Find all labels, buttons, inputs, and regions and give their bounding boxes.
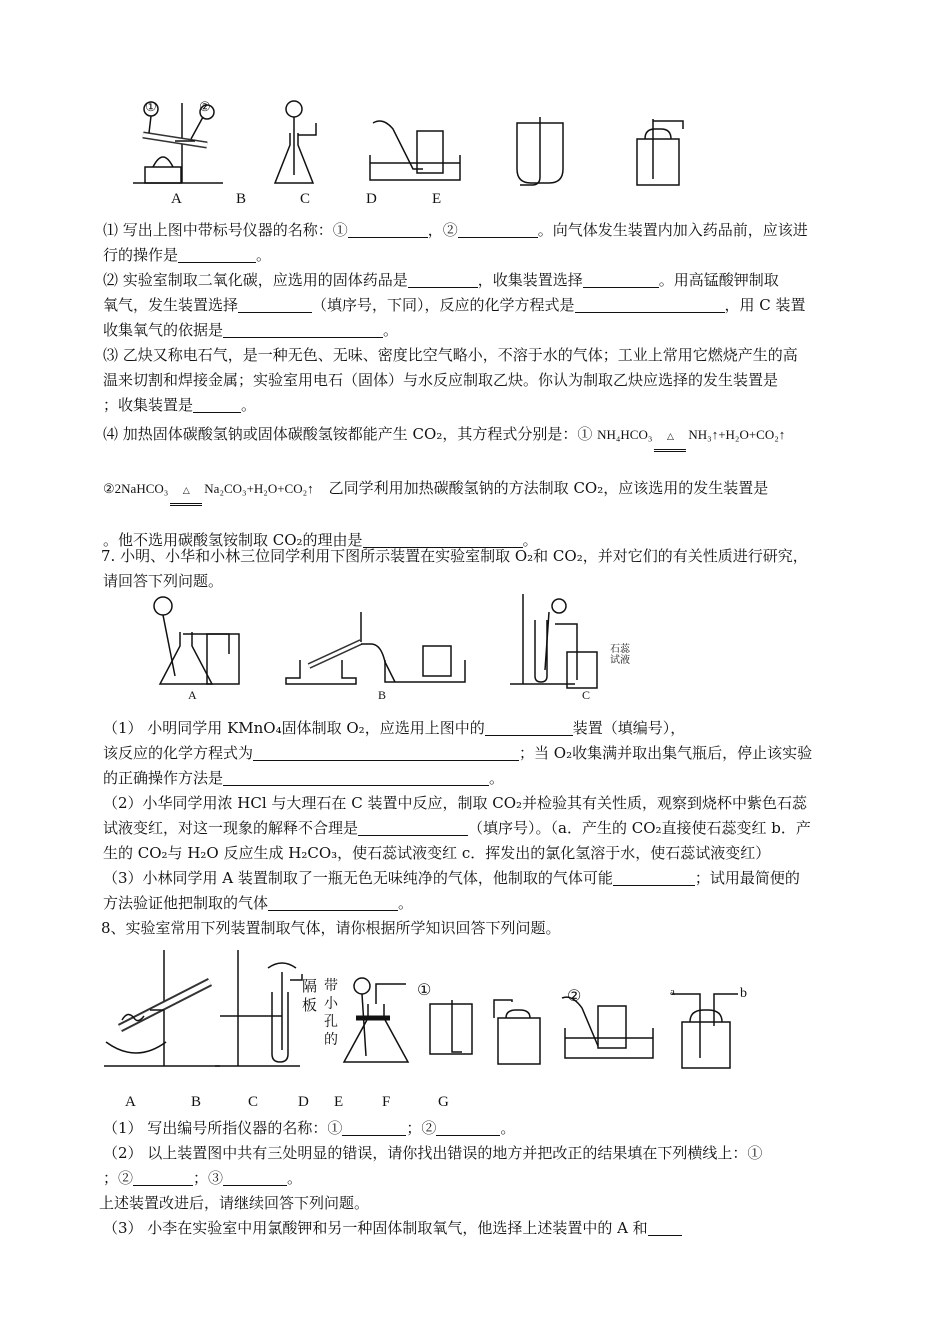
answer-blank[interactable] [193, 396, 241, 413]
q7-line-5: 的正确操作方法是 。 [103, 769, 505, 787]
marker-2: ② [199, 99, 211, 114]
answer-blank[interactable] [238, 296, 312, 313]
answer-blank[interactable] [485, 719, 573, 736]
answer-blank[interactable] [253, 744, 519, 761]
figure-label-a: A [171, 191, 182, 207]
q6-line-9: ⑷ 加热固体碳酸氢钠或固体碳酸氢铵都能产生 CO₂，其方程式分别是：① NH₄HCO₃ △ NH₃↑+H₂O+CO₂↑ [103, 422, 851, 450]
q6-line-11: 。他不选用碳酸氢铵制取 CO₂的理由是 。 [103, 531, 538, 549]
port-b: b [740, 986, 747, 1001]
q7-line-4: 该反应的化学方程式为 ；当 O₂收集满并取出集气瓶后，停止该实验 [103, 744, 813, 762]
answer-blank[interactable] [583, 271, 659, 288]
answer-blank[interactable] [178, 246, 256, 263]
question-8-intro [103, 916, 851, 941]
figure-3-labels [0, 1094, 950, 1114]
question-7-block [103, 716, 851, 916]
q7-line-9: （3）小林同学用 A 装置制取了一瓶无色无味纯净的气体，他制取的气体可能 ；试用最简便的 [103, 869, 800, 887]
figure3-label-f: F [382, 1094, 391, 1110]
answer-blank[interactable] [458, 221, 538, 238]
equation-2-right: Na₂CO₃+H₂O+CO₂↑ [204, 481, 314, 496]
q8-line-3: （2） 以上装置图中共有三处明显的错误，请你找出错误的地方并把改正的结果填在下列横线上：① [103, 1144, 763, 1162]
figure3-label-g: G [438, 1094, 449, 1110]
answer-blank[interactable] [613, 869, 695, 886]
figure-1-markers [0, 99, 950, 119]
q7-line-1: 7. 小明、小华和小林三位同学利用下图所示装置在实验室制取 O₂和 CO₂，并对它们的有关性质进行研究， [101, 547, 808, 565]
question-6-block [103, 218, 851, 553]
figure-label-d: D [366, 191, 377, 207]
equation-2-left: ②2NaHCO₃ [103, 481, 169, 496]
port-a: a [670, 986, 675, 998]
heat-condition: △ [168, 479, 204, 504]
figure-1-labels [0, 191, 950, 211]
marker-2: ② [567, 988, 582, 1005]
q6-line-10: ②2NaHCO₃ △ Na₂CO₃+H₂O+CO₂↑ 乙同学利用加热碳酸氢钠的方法制取 CO₂，应该选用的发生装置是 [103, 476, 851, 504]
answer-blank[interactable] [223, 1169, 287, 1186]
litmus-label: 石蕊试液 [610, 644, 630, 666]
heat-condition: △ [652, 425, 688, 450]
figure3-label-b: B [191, 1094, 202, 1110]
q8-line-2: （1） 写出编号所指仪器的名称：① ；② 。 [103, 1119, 516, 1137]
q8-line-6: （3） 小李在实验室中用氯酸钾和另一种固体制取氧气，他选择上述装置中的 A 和 [103, 1216, 851, 1241]
figure3-label-a: A [125, 1094, 136, 1110]
figure-label-e: E [432, 191, 442, 207]
q7-line-3: （1） 小明同学用 KMnO₄固体制取 O₂，应选用上图中的 装置（填编号）， [103, 719, 686, 737]
question-8-block [99, 1116, 851, 1241]
small-hole-label: 带小孔的 [324, 979, 338, 1048]
figure3-label-d: D [298, 1094, 309, 1110]
answer-blank[interactable] [436, 1119, 500, 1136]
answer-blank[interactable] [223, 769, 489, 786]
q6-line-1: ⑴ 写出上图中带标号仪器的名称：① ，② 。向气体发生装置内加入药品前，应该进 [103, 221, 808, 239]
equation-1-right: NH₃↑+H₂O+CO₂↑ [688, 427, 786, 442]
q6-line-8: ；收集装置是 。 [103, 396, 257, 414]
figure3-label-e: E [334, 1094, 344, 1110]
figure2-label-b: B [378, 688, 387, 702]
q8-line-1: 8、实验室常用下列装置制取气体，请你根据所学知识回答下列问题。 [101, 919, 561, 937]
answer-blank[interactable] [342, 1119, 406, 1136]
q6-line-7: 温来切割和焊接金属；实验室用电石（固体）与水反应制取乙炔。你认为制取乙炔应选择的发生装置是 [103, 371, 779, 389]
q6-line-5: 收集氧气的依据是 。 [103, 321, 399, 339]
q7-line-10: 方法验证他把制取的气体 。 [103, 894, 414, 912]
answer-blank[interactable] [358, 819, 468, 836]
answer-blank[interactable] [268, 894, 398, 911]
answer-blank[interactable] [133, 1169, 193, 1186]
answer-blank[interactable] [575, 296, 725, 313]
figure-2-labels [0, 688, 950, 708]
partition-label: 隔板 [302, 979, 318, 1014]
figure-label-c: C [300, 191, 311, 207]
figure-3-markers [0, 980, 950, 1010]
q6-line-2: 行的操作是 。 [103, 246, 272, 264]
figure2-label-a: A [188, 688, 197, 702]
marker-1: ① [145, 99, 157, 114]
answer-blank[interactable] [348, 221, 428, 238]
q8-line-4: ；② ；③ 。 [103, 1169, 303, 1187]
answer-blank[interactable] [648, 1219, 682, 1236]
q7-line-6: （2）小华同学用浓 HCl 与大理石在 C 装置中反应，制取 CO₂并检验其有关性质，观察到烧杯中紫色石蕊 [103, 794, 808, 812]
q6-line-4: 氧气，发生装置选择 （填序号，下同），反应的化学方程式是 ，用 C 装置 [103, 296, 806, 314]
q6-line-6: ⑶ 乙炔又称电石气，是一种无色、无味、密度比空气略小，不溶于水的气体；工业上常用它燃烧产生的高 [103, 346, 798, 364]
q7-line-2: 请回答下列问题。 [103, 572, 224, 590]
q7-line-7: 试液变红，对这一现象的解释不合理是 （填序号）。（a．产生的 CO₂直接使石蕊变红 b．产 [103, 819, 811, 837]
answer-blank[interactable] [223, 321, 383, 338]
question-7-intro [103, 544, 851, 594]
figure3-label-c: C [248, 1094, 259, 1110]
figure2-label-c: C [582, 688, 591, 702]
answer-blank[interactable] [408, 271, 478, 288]
equation-1-left: NH₄HCO₃ [597, 427, 653, 442]
q7-line-8: 生的 CO₂与 H₂O 反应生成 H₂CO₃，使石蕊试液变红 c．挥发出的氯化氢溶于水，使石蕊试液变红） [103, 844, 771, 862]
marker-1: ① [417, 982, 432, 999]
figure-label-b: B [236, 191, 247, 207]
q6-line-3: ⑵ 实验室制取二氧化碳，应选用的固体药品是 ，收集装置选择 。用高锰酸钾制取 [103, 271, 779, 289]
q8-line-5: 上述装置改进后，请继续回答下列问题。 [99, 1194, 370, 1212]
